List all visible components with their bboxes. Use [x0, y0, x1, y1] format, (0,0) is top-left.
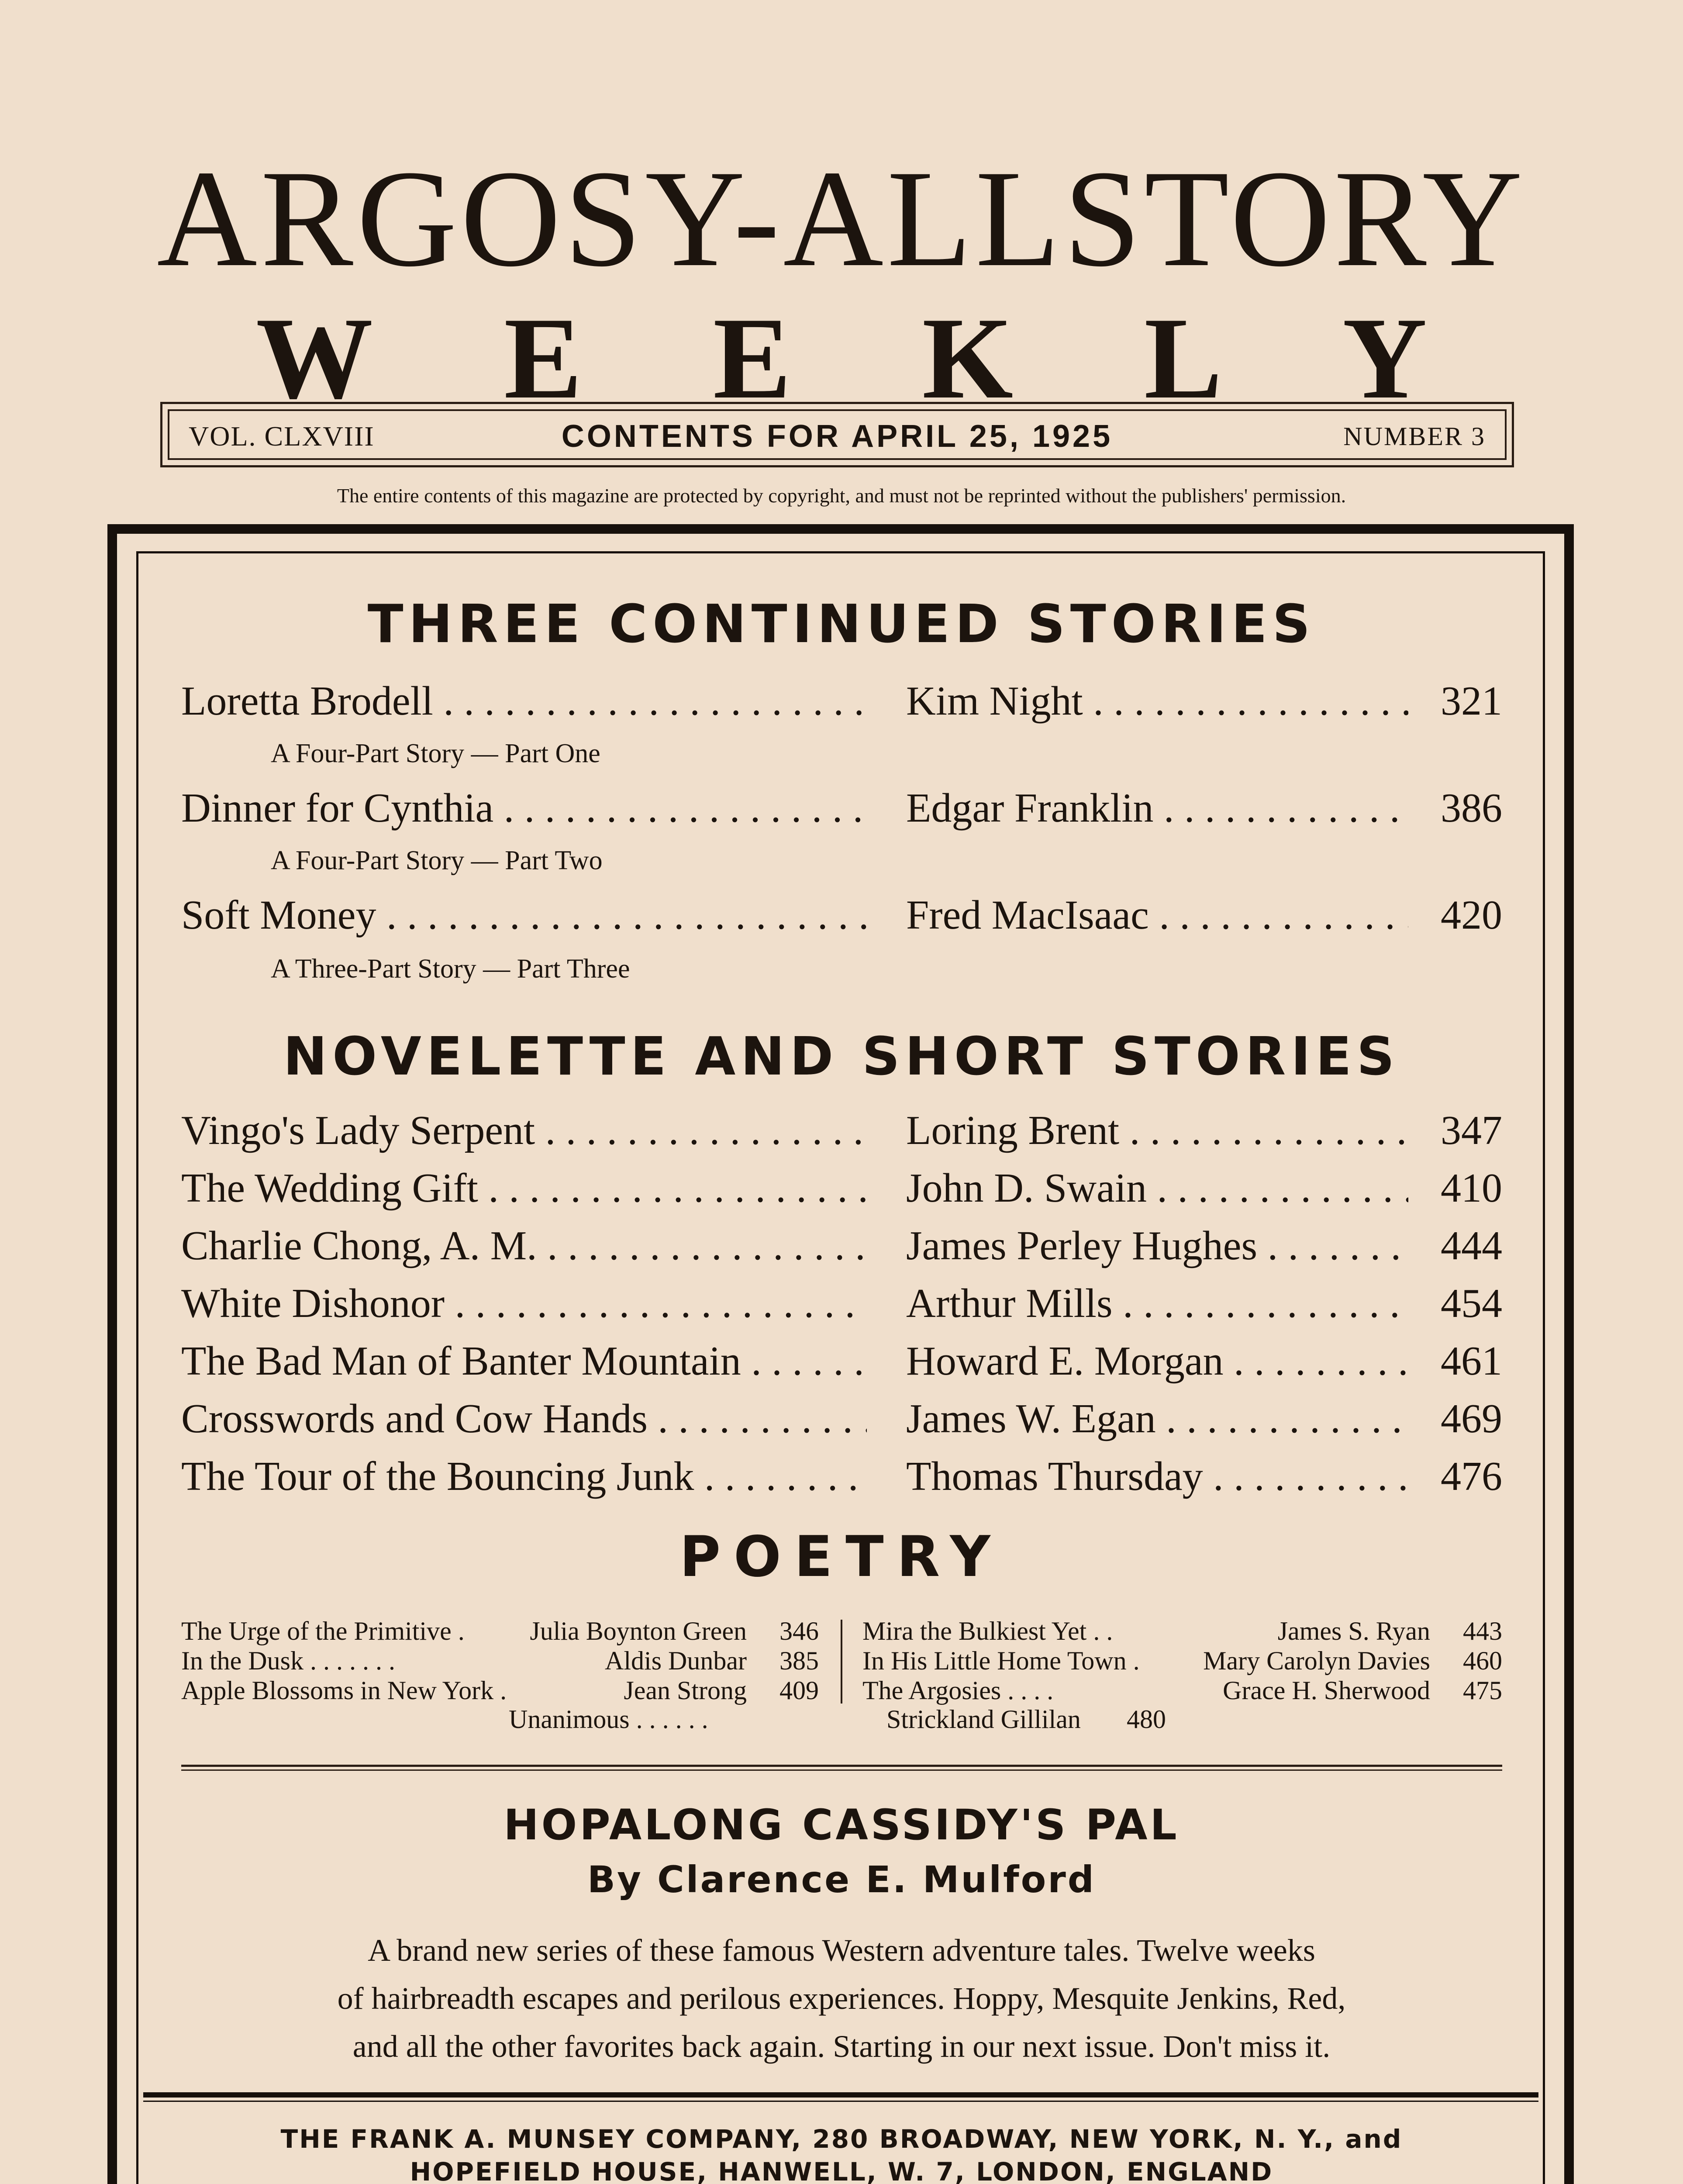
ad-text-line: and all the other favorites back again. Starting in our next issue. Don't miss it.	[352, 2029, 1331, 2064]
ad-text-line: A brand new series of these famous Western adventure tales. Twelve weeks	[368, 1933, 1315, 1968]
story-part-note: A Four-Part Story — Part One	[271, 739, 600, 768]
story-author: James Perley Hughes . .	[906, 1220, 1408, 1272]
story-page: 476	[1441, 1454, 1502, 1499]
story-entry	[0, 1104, 1683, 1157]
continued-stories-heading: THREE CONTINUED STORIES	[367, 594, 1316, 655]
story-page: 347	[1441, 1108, 1502, 1153]
poem-title: In the Dusk . . . . . . .	[181, 1646, 395, 1675]
poem-title: Unanimous . . . . . .	[509, 1705, 708, 1734]
poem-entry	[181, 1646, 819, 1676]
poem-title: The Argosies . . . .	[862, 1676, 1054, 1705]
story-author: Edgar Franklin . .	[906, 782, 1408, 834]
story-page: 420	[1441, 892, 1502, 938]
short-stories-heading: NOVELETTE AND SHORT STORIES	[283, 1026, 1400, 1087]
publisher-address-line: HOPEFIELD HOUSE, HANWELL, W. 7, LONDON, ENGLAND	[410, 2157, 1273, 2184]
story-page: 461	[1441, 1338, 1502, 1384]
story-author: Arthur Mills . .	[906, 1277, 1408, 1330]
contents-bar	[160, 402, 1514, 467]
poem-author: James S. Ryan	[1277, 1617, 1430, 1645]
masthead-title: ARGOSY-ALLSTORY	[157, 142, 1526, 295]
masthead-subtitle: WEEKLY	[256, 293, 1558, 423]
poem-page: 460	[1463, 1646, 1502, 1675]
story-part-note: A Three-Part Story — Part Three	[271, 954, 630, 984]
poem-author: Jean Strong	[624, 1676, 747, 1705]
story-entry	[0, 1220, 1683, 1272]
story-author: Kim Night . .	[906, 675, 1408, 727]
story-author: James W. Egan . .	[906, 1393, 1408, 1445]
story-entry	[0, 1277, 1683, 1330]
publisher-address-line: THE FRANK A. MUNSEY COMPANY, 280 BROADWAY, NEW YORK, N. Y., and	[280, 2124, 1403, 2154]
poem-author: Grace H. Sherwood	[1223, 1676, 1430, 1705]
poem-entry	[181, 1616, 819, 1646]
volume-label: VOL. CLXVIII	[189, 421, 375, 452]
poem-page: 385	[779, 1646, 819, 1675]
poem-page: 409	[779, 1676, 819, 1705]
story-entry	[0, 889, 1683, 941]
poem-title: Mira the Bulkiest Yet . .	[862, 1617, 1113, 1645]
poem-entry	[862, 1676, 1502, 1705]
ad-byline: By Clarence E. Mulford	[587, 1858, 1096, 1901]
poem-page: 480	[1127, 1705, 1166, 1734]
story-entry	[0, 1393, 1683, 1445]
story-title: Crosswords and Cow Hands . .	[181, 1393, 867, 1445]
poem-entry	[862, 1646, 1502, 1676]
story-author: Fred MacIsaac . .	[906, 889, 1408, 941]
poem-title: In His Little Home Town .	[862, 1646, 1140, 1675]
poetry-column-divider	[841, 1620, 842, 1704]
poem-entry	[862, 1616, 1502, 1646]
story-title: White Dishonor . .	[181, 1277, 867, 1330]
story-title: Soft Money . .	[181, 889, 867, 941]
story-part-note: A Four-Part Story — Part Two	[271, 846, 603, 875]
poem-page: 475	[1463, 1676, 1502, 1705]
poem-author: Strickland Gillilan	[886, 1705, 1081, 1734]
story-author: Howard E. Morgan . .	[906, 1335, 1408, 1387]
story-page: 386	[1441, 785, 1502, 831]
story-title: The Tour of the Bouncing Junk . .	[181, 1450, 867, 1503]
poem-author: Julia Boynton Green	[530, 1617, 747, 1645]
story-page: 444	[1441, 1223, 1502, 1268]
copyright-notice: The entire contents of this magazine are protected by copyright, and must not be reprinted without the publishers' permission.	[337, 484, 1346, 507]
poem-author: Aldis Dunbar	[605, 1646, 747, 1675]
story-author: Loring Brent . .	[906, 1104, 1408, 1157]
story-title: Dinner for Cynthia . .	[181, 782, 867, 834]
story-page: 321	[1441, 678, 1502, 724]
poem-author: Mary Carolyn Davies	[1203, 1646, 1430, 1675]
story-title: The Wedding Gift . .	[181, 1162, 867, 1214]
story-title: Loretta Brodell . .	[181, 675, 867, 727]
story-author: John D. Swain . .	[906, 1162, 1408, 1214]
story-page: 469	[1441, 1396, 1502, 1441]
story-entry	[0, 1335, 1683, 1387]
issue-number: NUMBER 3	[1343, 422, 1486, 451]
section-divider	[181, 1765, 1502, 1771]
ad-title: HOPALONG CASSIDY'S PAL	[504, 1800, 1179, 1849]
story-page: 410	[1441, 1165, 1502, 1211]
story-title: Charlie Chong, A. M. . .	[181, 1220, 867, 1272]
story-entry	[0, 1162, 1683, 1214]
story-page: 454	[1441, 1281, 1502, 1326]
story-author: Thomas Thursday . .	[906, 1450, 1408, 1503]
story-entry	[0, 675, 1683, 727]
poem-entry	[181, 1676, 819, 1705]
ad-text-line: of hairbreadth escapes and perilous experiences. Hoppy, Mesquite Jenkins, Red,	[337, 1981, 1346, 2016]
poem-page: 443	[1463, 1617, 1502, 1645]
poetry-heading: POETRY	[679, 1524, 1004, 1590]
poem-title: Apple Blossoms in New York .	[181, 1676, 507, 1705]
publisher-divider	[143, 2092, 1538, 2102]
poem-page: 346	[779, 1617, 819, 1645]
story-entry	[0, 782, 1683, 834]
story-title: The Bad Man of Banter Mountain . .	[181, 1335, 867, 1387]
story-title: Vingo's Lady Serpent . .	[181, 1104, 867, 1157]
story-entry	[0, 1450, 1683, 1503]
poem-title: The Urge of the Primitive .	[181, 1617, 465, 1645]
contents-date-title: CONTENTS FOR APRIL 25, 1925	[561, 419, 1113, 454]
